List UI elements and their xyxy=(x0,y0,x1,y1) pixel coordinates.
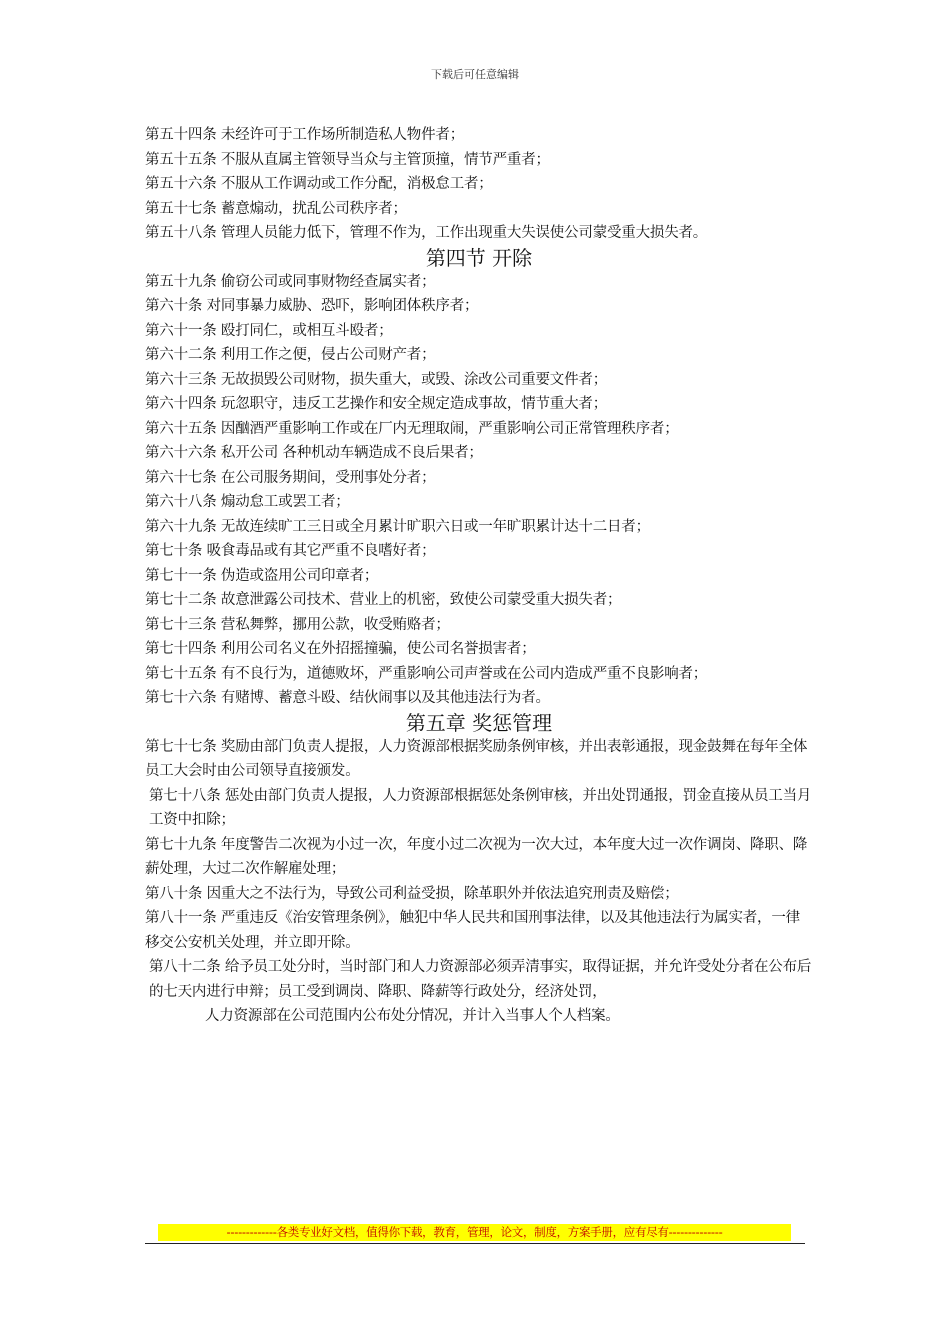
article-59: 第五十九条 偷窃公司或同事财物经查属实者； xyxy=(145,273,436,290)
article-72: 第七十二条 故意泄露公司技术、营业上的机密，致使公司蒙受重大损失者； xyxy=(145,592,622,608)
article-68: 第六十八条 煽动怠工或罢工者； xyxy=(145,494,350,510)
article-81: 第八十一条 严重违反《治安管理条例》，触犯中华人民共和国刑事法律，以及其他违法行为属实者，一律移交公安机关处理，并立即开除。 xyxy=(145,910,800,951)
article-69: 第六十九条 无故连续旷工三日或全月累计旷职六日或一年旷职累计达十二日者； xyxy=(145,518,650,535)
article-77: 第七十七条 奖励由部门负责人提报，人力资源部根据奖励条例审核，并出表彰通报，现金鼓舞在每年全体员工大会时由公司领导直接颁发。 xyxy=(145,738,808,779)
article-56: 第五十六条 不服从工作调动或工作分配，消极怠工者； xyxy=(145,176,493,192)
footer-divider xyxy=(145,1243,805,1244)
article-74: 第七十四条 利用公司名义在外招摇撞骗，使公司名誉损害者； xyxy=(145,641,536,657)
article-63: 第六十三条 无故损毁公司财物，损失重大，或毁、涂改公司重要文件者； xyxy=(145,371,608,388)
article-80: 第八十条 因重大之不法行为，导致公司利益受损，除革职外并依法追究刑责及赔偿； xyxy=(145,885,679,902)
article-66: 第六十六条 私开公司 各种机动车辆造成不良后果者； xyxy=(145,445,483,461)
footer-banner: -------------各类专业好文档，值得你下载，教育，管理，论文，制度，方案手册，应有尽有-------------- xyxy=(158,1224,791,1241)
article-82-tail: 人力资源部在公司范围内公布处分情况，并计入当事人个人档案。 xyxy=(205,1008,620,1024)
article-62: 第六十二条 利用工作之便，侵占公司财产者； xyxy=(145,347,436,363)
page-header: 下载后可任意编辑 xyxy=(431,68,519,81)
article-73: 第七十三条 营私舞弊，挪用公款，收受贿赂者； xyxy=(145,616,450,633)
article-65: 第六十五条 因酗酒严重影响工作或在厂内无理取闹，严重影响公司正常管理秩序者； xyxy=(145,420,679,437)
article-61: 第六十一条 殴打同仁，或相互斗殴者； xyxy=(145,322,393,339)
article-70: 第七十条 吸食毒品或有其它严重不良嗜好者； xyxy=(145,543,436,559)
article-54: 第五十四条 未经许可于工作场所制造私人物件者； xyxy=(145,127,465,143)
article-55: 第五十五条 不服从直属主管领导当众与主管顶撞，情节严重者； xyxy=(145,151,550,168)
article-71: 第七十一条 伪造或盗用公司印章者； xyxy=(145,567,379,584)
article-75: 第七十五条 有不良行为，道德败坏，严重影响公司声誉或在公司内造成严重不良影响者； xyxy=(145,665,708,682)
section-heading-dismissal: 第四节 开除 xyxy=(425,245,533,270)
article-60: 第六十条 对同事暴力威胁、恐吓，影响团体秩序者； xyxy=(145,298,479,314)
article-57: 第五十七条 蓄意煽动，扰乱公司秩序者； xyxy=(145,200,407,217)
article-79: 第七十九条 年度警告二次视为小过一次，年度小过二次视为一次大过，本年度大过一次作调岗、降职、降薪处理，大过二次作解雇处理； xyxy=(145,836,808,877)
document-body xyxy=(145,123,813,1029)
article-76: 第七十六条 有赌博、蓄意斗殴、结伙闹事以及其他违法行为者。 xyxy=(145,690,550,706)
article-58: 第五十八条 管理人员能力低下，管理不作为，工作出现重大失误使公司蒙受重大损失者。 xyxy=(145,225,708,241)
chapter-heading-rewards-penalties: 第五章 奖惩管理 xyxy=(405,710,553,735)
article-78: 第七十八条 惩处由部门负责人提报，人力资源部根据惩处条例审核，并出处罚通报，罚金直接从员工当月工资中扣除； xyxy=(149,787,812,828)
article-82 xyxy=(145,955,813,1029)
article-64: 第六十四条 玩忽职守，违反工艺操作和安全规定造成事故，情节重大者； xyxy=(145,396,608,412)
article-67: 第六十七条 在公司服务期间，受刑事处分者； xyxy=(145,469,436,486)
article-82-text: 第八十二条 给予员工处分时，当时部门和人力资源部必须弄清事实，取得证据，并允许受处分者在公布后的七天内进行申辩；员工受到调岗、降职、降薪等行政处分，经济处罚， xyxy=(149,959,812,1000)
